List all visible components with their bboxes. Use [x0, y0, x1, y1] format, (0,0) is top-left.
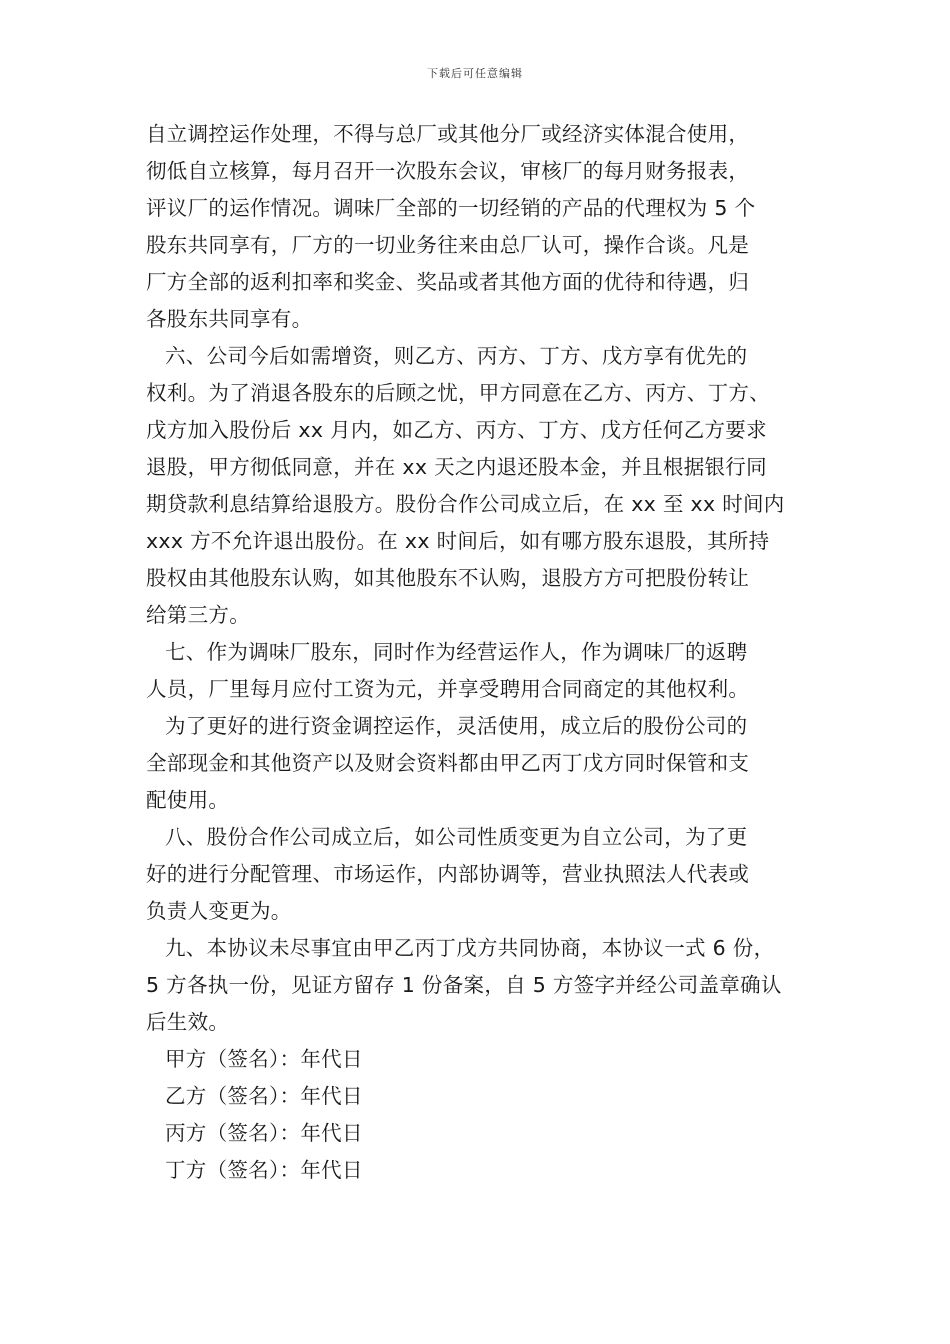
text-line: 后生效。: [146, 1010, 230, 1034]
document-body: [146, 116, 816, 1189]
text-line: 负责人变更为。: [146, 899, 292, 923]
text-line: 权利。为了消退各股东的后顾之忧，甲方同意在乙方、丙方、丁方、: [146, 381, 770, 405]
text-line: 戊方加入股份后 xx 月内，如乙方、丙方、丁方、戊方任何乙方要求: [146, 418, 767, 442]
clause-8-start: 八、股份合作公司成立后，如公司性质变更为自立公司，为了更: [165, 825, 748, 849]
clause-6-start: 六、公司今后如需增资，则乙方、丙方、丁方、戊方享有优先的: [165, 344, 748, 368]
page-header: 下载后可任意编辑: [427, 67, 523, 80]
text-line: 好的进行分配管理、市场运作，内部协调等，营业执照法人代表或: [146, 862, 750, 886]
text-line: 自立调控运作处理，不得与总厂或其他分厂或经济实体混合使用，: [146, 122, 750, 146]
signature-line-party-b: 乙方（签名）：年代日: [165, 1084, 363, 1108]
text-line: 彻低自立核算，每月召开一次股东会议，审核厂的每月财务报表，: [146, 159, 750, 183]
signature-line-party-d: 丁方（签名）：年代日: [165, 1158, 363, 1182]
text-line: 评议厂的运作情况。调味厂全部的一切经销的产品的代理权为 5 个: [146, 196, 756, 220]
text-line: 给第三方。: [146, 603, 250, 627]
text-line: 人员，厂里每月应付工资为元，并享受聘用合同商定的其他权利。: [146, 677, 750, 701]
text-line: 各股东共同享有。: [146, 307, 313, 331]
text-line: 期贷款利息结算给退股方。股份合作公司成立后，在 xx 至 xx 时间内: [146, 492, 785, 516]
text-line: 5 方各执一份，见证方留存 1 份备案，自 5 方签字并经公司盖章确认: [146, 973, 782, 997]
paragraph-start: 为了更好的进行资金调控运作，灵活使用，成立后的股份公司的: [165, 714, 748, 738]
signature-line-party-a: 甲方（签名）：年代日: [165, 1047, 363, 1071]
text-line: xxx 方不允许退出股份。在 xx 时间后，如有哪方股东退股，其所持: [146, 529, 770, 553]
text-line: 厂方全部的返利扣率和奖金、奖品或者其他方面的优待和待遇，归: [146, 270, 750, 294]
text-line: 全部现金和其他资产以及财会资料都由甲乙丙丁戊方同时保管和支: [146, 751, 750, 775]
text-line: 股东共同享有，厂方的一切业务往来由总厂认可，操作合谈。凡是: [146, 233, 750, 257]
clause-9-start: 九、本协议未尽事宜由甲乙丙丁戊方共同协商，本协议一式 6 份，: [165, 936, 775, 960]
signature-line-party-c: 丙方（签名）：年代日: [165, 1121, 363, 1145]
text-line: 退股，甲方彻低同意，并在 xx 天之内退还股本金，并且根据银行同: [146, 455, 767, 479]
clause-7-start: 七、作为调味厂股东，同时作为经营运作人，作为调味厂的返聘: [165, 640, 748, 664]
text-line: 股权由其他股东认购，如其他股东不认购，退股方方可把股份转让: [146, 566, 750, 590]
text-line: 配使用。: [146, 788, 230, 812]
